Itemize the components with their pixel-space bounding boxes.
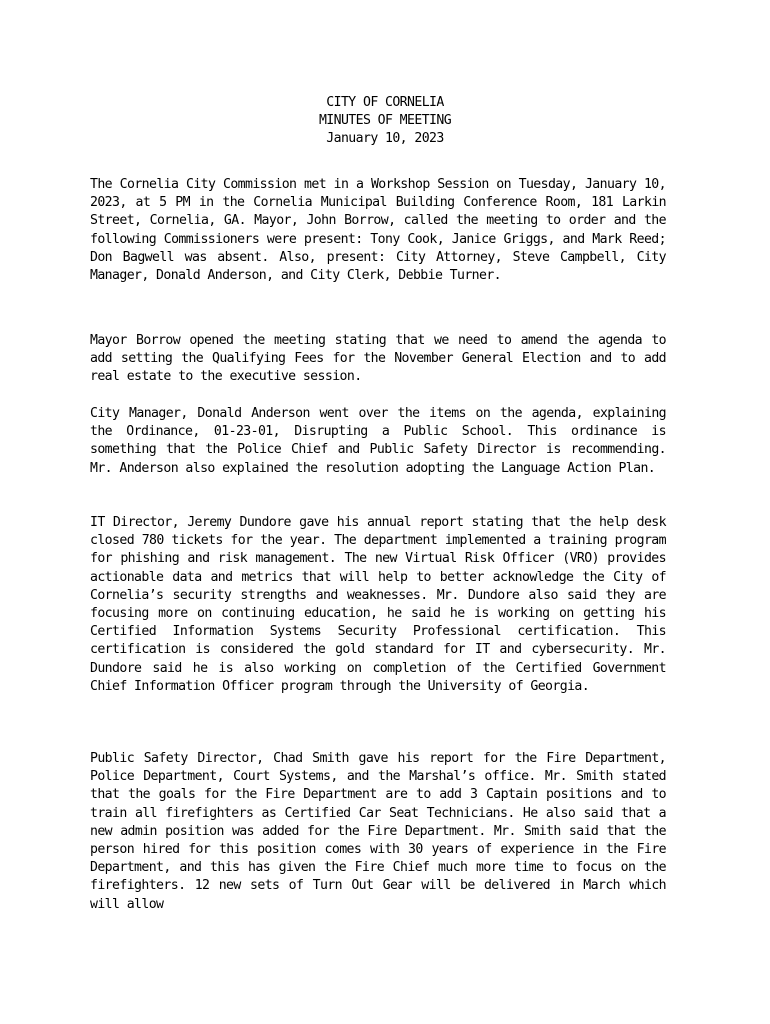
paragraph-city-manager: City Manager, Donald Anderson went over the items on the agenda, explaining the Ordinance, 01-23-01, Disrupting a Public School. This ordinance is something that the Police Chief and Public Safety Director is recommending. Mr. Anderson also explained the resolution adopting the Language Action Plan.: [90, 406, 666, 476]
paragraph-public-safety: Public Safety Director, Chad Smith gave his report for the Fire Department, Police Department, Court Systems, and the Marshal’s office. Mr. Smith stated that the goals for the Fire Department are to add 3 Captain positions and to train all firefighters as Certified Car Seat Technicians. He also said that a new admin position was added for the Fire Department. Mr. Smith said that the person hired for this position comes with 30 years of experience in the Fire Department, and this has given the Fire Chief much more time to focus on the firefighters. 12 new sets of Turn Out Gear will be delivered in March which will allow: [90, 751, 666, 912]
paragraph-agenda-amendment: Mayor Borrow opened the meeting stating that we need to amend the agenda to add setting the Qualifying Fees for the November General Election and to add real estate to the executive session.: [90, 333, 666, 385]
paragraph-it-director: IT Director, Jeremy Dundore gave his annual report stating that the help desk closed 780 tickets for the year. The department implemented a training program for phishing and risk management. The new Virtual Risk Officer (VRO) provides actionable data and metrics that will help to better acknowledge the City of Cornelia’s security strengths and weaknesses. Mr. Dundore also said they are focusing more on continuing education, he said he is working on getting his Certified Information Systems Security Professional certification. This certification is considered the gold standard for IT and cybersecurity. Mr. Dundore said he is also working on completion of the Certified Government Chief Information Officer program through the University of Georgia.: [90, 515, 666, 694]
city-name-heading: CITY OF CORNELIA: [326, 95, 444, 110]
paragraph-attendance: The Cornelia City Commission met in a Workshop Session on Tuesday, January 10, 2023, at 5 PM in the Cornelia Municipal Building Conference Room, 181 Larkin Street, Cornelia, GA. Mayor, John Borrow, called the meeting to order and the following Commissioners were present: Tony Cook, Janice Griggs, and Mark Reed; Don Bagwell was absent. Also, present: City Attorney, Steve Campbell, City Manager, Donald Anderson, and City Clerk, Debbie Turner.: [90, 177, 666, 284]
document-heading: [0, 94, 770, 149]
meeting-date: January 10, 2023: [326, 131, 444, 147]
minutes-title: MINUTES OF MEETING: [318, 113, 452, 129]
